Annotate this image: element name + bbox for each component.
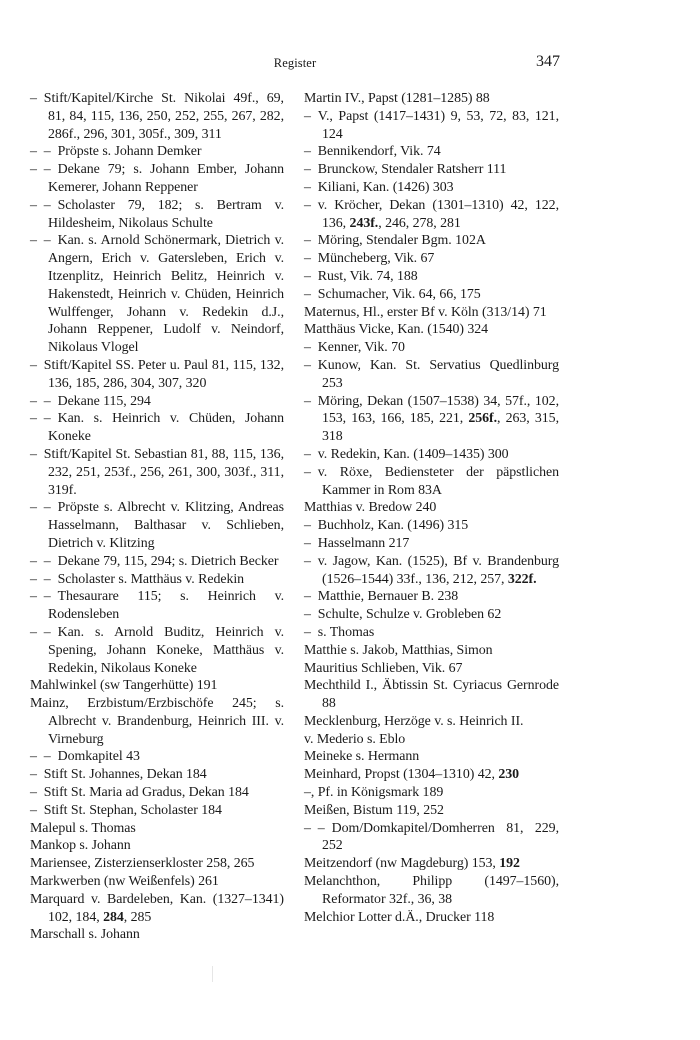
index-entry — [30, 820, 284, 838]
index-entry — [304, 268, 559, 286]
index-entry-text: – Hasselmann 217 — [304, 535, 410, 551]
index-entry — [30, 891, 284, 927]
index-entry-text: – Stift/Kapitel/Kirche St. Nikolai 49f., 69, 81, 84, 115, 136, 250, 252, 255, 267, 282, 286f., 296, 301, 305f., 309, 311 — [30, 91, 284, 142]
index-entry-text: – – Kan. s. Heinrich v. Chüden, Johann Koneke — [30, 411, 284, 445]
running-title: Register — [273, 56, 317, 70]
index-entry-main-reference: 256f. — [468, 411, 498, 427]
index-entry — [30, 677, 284, 695]
index-entry-text: – Stift St. Stephan, Scholaster 184 — [30, 802, 222, 818]
index-entry — [30, 553, 284, 571]
index-entry-text: Matthie s. Jakob, Matthias, Simon — [304, 642, 493, 658]
index-entry-text: Mahlwinkel (sw Tangerhütte) 191 — [30, 678, 218, 694]
index-entry-text: Maternus, Hl., erster Bf v. Köln (313/14) 71 — [304, 304, 547, 320]
index-entry — [30, 161, 284, 197]
index-entry — [30, 855, 284, 873]
index-entry-text: Marschall s. Johann — [30, 927, 140, 943]
index-entry — [30, 695, 284, 748]
index-entry — [304, 197, 559, 233]
index-entry — [304, 446, 559, 464]
index-entry-text: – Rust, Vik. 74, 188 — [304, 268, 418, 284]
index-entry-text: Melanchthon, Philipp (1497–1560), Reformator 32f., 36, 38 — [304, 874, 559, 907]
index-entry — [304, 553, 559, 589]
index-entry — [30, 802, 284, 820]
index-entry-text: – – Kan. s. Arnold Schönermark, Dietrich v. Angern, Erich v. Gatersleben, Erich v. Itzenplitz, Heinrich Belitz, Heinrich v. Hakenstedt, Heinrich v. Chüden, Heinrich Wulffenger, Johann v. Redekin d.J., Johann Reppener, Ludolf v. Neindorf, Nikolaus Vlogel — [30, 233, 284, 356]
index-column-right — [304, 90, 559, 926]
index-entry — [304, 677, 559, 713]
index-entry — [30, 926, 284, 944]
index-entry-text: Mecklenburg, Herzöge v. s. Heinrich II. — [304, 713, 524, 729]
index-entry — [304, 660, 559, 678]
index-entry — [304, 820, 559, 856]
index-entry — [304, 108, 559, 144]
index-entry — [30, 499, 284, 552]
index-entry — [304, 339, 559, 357]
index-entry-main-reference: 230 — [498, 767, 520, 783]
index-entry — [304, 517, 559, 535]
index-entry-text: – – Scholaster 79, 182; s. Bertram v. Hildesheim, Nikolaus Schulte — [30, 197, 284, 231]
index-entry-text: Martin IV., Papst (1281–1285) 88 — [304, 91, 490, 106]
index-entry — [304, 464, 559, 500]
index-entry-main-reference: 243f. — [349, 215, 379, 231]
index-entry-text: – Schulte, Schulze v. Grobleben 62 — [304, 607, 502, 623]
index-entry — [30, 784, 284, 802]
index-entry-text: – Stift/Kapitel SS. Peter u. Paul 81, 115, 132, 136, 185, 286, 304, 307, 320 — [30, 357, 284, 391]
index-entry — [30, 197, 284, 233]
index-entry — [30, 143, 284, 161]
page-number: 347 — [536, 53, 560, 70]
index-entry-text: – Stift St. Johannes, Dekan 184 — [30, 767, 207, 783]
index-entry-text: Malepul s. Thomas — [30, 820, 136, 836]
index-entry-text: – – Dekane 79; s. Johann Ember, Johann Kemerer, Johann Reppener — [30, 162, 284, 195]
index-entry-text: – s. Thomas — [304, 624, 375, 640]
index-entry-text: Mankop s. Johann — [30, 838, 131, 854]
index-entry-main-reference: 322f. — [507, 571, 537, 587]
index-entry — [30, 357, 284, 393]
index-entry — [30, 873, 284, 891]
index-entry-text: – Stift/Kapitel St. Sebastian 81, 88, 115, 136, 232, 251, 253f., 256, 261, 300, 303f., 311, 319f. — [30, 446, 284, 498]
index-entry — [304, 909, 559, 927]
index-entry — [304, 304, 559, 322]
index-entry-text: Mainz, Erzbistum/Erzbischöfe 245; s. Albrecht v. Brandenburg, Heinrich III. v. Virneburg — [30, 696, 284, 747]
index-entry-text: Marquard v. Bardeleben, Kan. (1327–1341) 102, 184, — [30, 891, 284, 925]
index-entry-text: – – Pröpste s. Albrecht v. Klitzing, Andreas Hasselmann, Balthasar v. Schlieben, Dietrich v. Klitzing — [30, 500, 284, 551]
index-entry — [304, 855, 559, 873]
scan-artifact-line — [212, 966, 213, 982]
index-entry-text: – Kunow, Kan. St. Servatius Quedlinburg 253 — [304, 357, 559, 391]
index-entry — [30, 410, 284, 446]
index-entry-main-reference: 192 — [499, 856, 520, 872]
index-entry — [30, 446, 284, 499]
index-entry-text: Melchior Lotter d.Ä., Drucker 118 — [304, 909, 495, 925]
index-entry-text: –, Pf. in Königsmark 189 — [304, 785, 444, 801]
index-entry-text: Meitzendorf (nw Magdeburg) 153, — [304, 856, 500, 872]
index-entry-text: – Stift St. Maria ad Gradus, Dekan 184 — [30, 785, 249, 801]
index-entry — [304, 784, 559, 802]
index-entry-text: – – Kan. s. Arnold Buditz, Heinrich v. Spening, Johann Koneke, Matthäus v. Redekin, Nikolaus Koneke — [30, 624, 284, 676]
index-entry — [304, 321, 559, 339]
index-entry-text: – Müncheberg, Vik. 67 — [304, 251, 435, 267]
index-entry — [304, 161, 559, 179]
index-entry — [30, 90, 284, 143]
index-entry-text: – Buchholz, Kan. (1496) 315 — [304, 518, 469, 534]
index-entry-text: Meinhard, Propst (1304–1310) 42, — [304, 767, 499, 783]
index-entry-text: – Kenner, Vik. 70 — [304, 340, 405, 356]
index-entry-text: Markwerben (nw Weißenfels) 261 — [30, 874, 219, 890]
index-entry — [304, 250, 559, 268]
index-entry-text: – Brunckow, Stendaler Ratsherr 111 — [304, 162, 507, 178]
index-entry-text: – – Dom/Domkapitel/Domherren 81, 229, 252 — [304, 820, 559, 854]
index-entry-text: – Bennikendorf, Vik. 74 — [304, 144, 441, 160]
index-entry — [304, 286, 559, 304]
index-entry-text: Meißen, Bistum 119, 252 — [304, 802, 444, 818]
index-entry-text: Meineke s. Hermann — [304, 749, 420, 765]
index-entry-text: – – Scholaster s. Matthäus v. Redekin — [30, 571, 245, 587]
index-entry-text: Mechthild I., Äbtissin St. Cyriacus Gernrode 88 — [304, 678, 559, 712]
index-entry-text: – V., Papst (1417–1431) 9, 53, 72, 83, 121, 124 — [304, 108, 559, 142]
index-entry-text: – – Domkapitel 43 — [30, 749, 140, 765]
index-entry-text: – Schumacher, Vik. 64, 66, 175 — [304, 286, 481, 302]
index-entry — [304, 748, 559, 766]
index-entry — [30, 393, 284, 411]
index-entry-text: – Matthie, Bernauer B. 238 — [304, 589, 459, 605]
index-entry — [30, 571, 284, 589]
index-entry — [304, 232, 559, 250]
index-entry — [304, 873, 559, 909]
index-entry-text: Mauritius Schlieben, Vik. 67 — [304, 660, 463, 676]
index-entry — [304, 499, 559, 517]
index-entry-text: – Möring, Dekan (1507–1538) 34, 57f., 102, 153, 163, 166, 185, 221, — [304, 393, 559, 427]
index-entry — [30, 232, 284, 357]
index-entry — [304, 90, 559, 108]
index-entry — [304, 357, 559, 393]
index-column-left — [30, 90, 284, 944]
index-entry — [30, 837, 284, 855]
index-entry-text: – – Pröpste s. Johann Demker — [30, 144, 202, 160]
index-entry-text-continued: , 263, 315, 318 — [322, 411, 559, 445]
index-entry — [304, 731, 559, 749]
index-entry — [304, 179, 559, 197]
index-entry-text: Mariensee, Zisterzienserkloster 258, 265 — [30, 856, 255, 872]
index-entry — [304, 393, 559, 446]
index-entry-text: – Kiliani, Kan. (1426) 303 — [304, 179, 454, 195]
index-entry — [304, 802, 559, 820]
index-entry-text: – v. Redekin, Kan. (1409–1435) 300 — [304, 446, 509, 462]
index-entry-text: – v. Röxe, Bediensteter der päpstlichen Kammer in Rom 83A — [304, 464, 559, 498]
index-entry-text: – v. Kröcher, Dekan (1301–1310) 42, 122, 136, — [304, 197, 559, 231]
index-entry — [304, 642, 559, 660]
index-entry — [304, 606, 559, 624]
index-entry — [304, 713, 559, 731]
index-entry — [304, 143, 559, 161]
index-entry — [304, 588, 559, 606]
index-entry — [30, 624, 284, 677]
index-entry-main-reference: 284 — [103, 909, 124, 925]
index-entry-text: – – Dekane 115, 294 — [30, 393, 151, 409]
index-entry — [304, 535, 559, 553]
index-entry — [30, 766, 284, 784]
index-entry — [30, 588, 284, 624]
index-entry — [304, 624, 559, 642]
index-entry-text: – – Thesaurare 115; s. Heinrich v. Rodensleben — [30, 589, 284, 623]
index-entry-text: – – Dekane 79, 115, 294; s. Dietrich Becker — [30, 553, 279, 569]
index-entry-text: – Möring, Stendaler Bgm. 102A — [304, 233, 486, 249]
index-entry-text: Matthäus Vicke, Kan. (1540) 324 — [304, 322, 489, 338]
index-entry-text: Matthias v. Bredow 240 — [304, 500, 437, 516]
index-entry — [304, 766, 559, 784]
index-entry-text-continued: , 285 — [123, 909, 152, 925]
index-entry — [30, 748, 284, 766]
page-header — [30, 53, 560, 76]
index-entry-text-continued: , 246, 278, 281 — [378, 215, 461, 231]
index-entry-text: v. Mederio s. Eblo — [304, 731, 406, 747]
index-entry-text: – v. Jagow, Kan. (1525), Bf v. Brandenburg (1526–1544) 33f., 136, 212, 257, — [304, 553, 559, 587]
